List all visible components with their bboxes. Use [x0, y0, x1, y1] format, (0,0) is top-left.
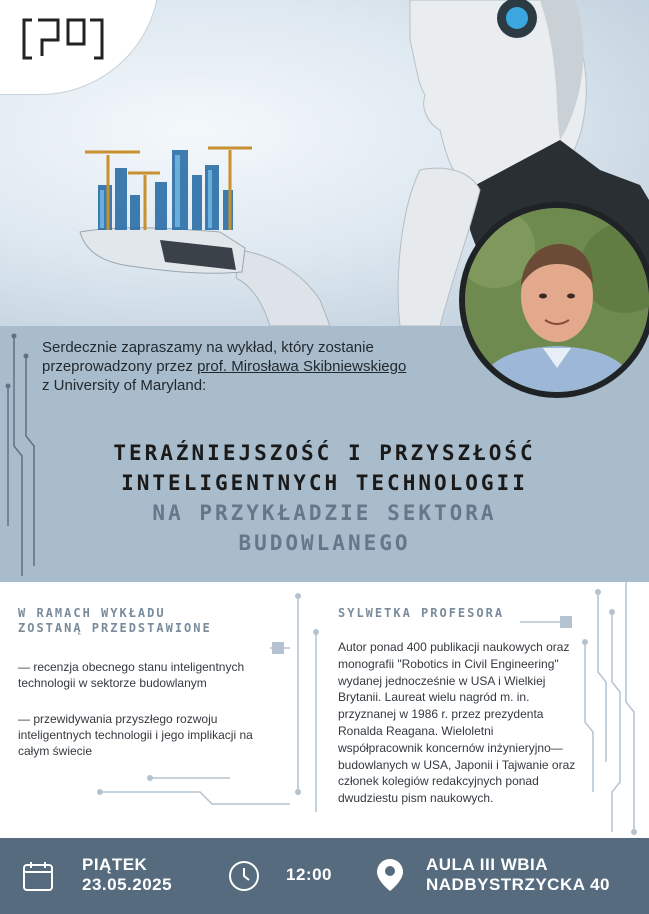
title-line-1: TERAŹNIEJSZOŚĆ I PRZYSZŁOŚĆ: [113, 441, 536, 465]
left-item-2: — przewidywania przyszłego rozwoju inteligentnych technologii i jego implikacji na całym świecie: [18, 712, 253, 758]
professor-bio: Autor ponad 400 publikacji naukowych oraz monografii "Robotics in Civil Engineering" wydanej jednocześnie w USA i Wielkiej Brytanii. Laureat wielu nagród m. in. przyznanej w 1986 r. przez prezydenta Ronalda Reagana. Wieloletni współpracownik koncernów inżynieryjno—budowlanych w USA, Japonii i Tajwanie oraz członek kolegiów redakcyjnych ponad dwudziestu pism naukowych.: [338, 640, 576, 806]
left-item-1: — recenzja obecnego stanu inteligentnych technologii w sektorze budowlanym: [18, 660, 245, 690]
intro-line-2-prefix: przeprowadzony przez: [42, 358, 198, 375]
title-line-2: INTELIGENTNYCH TECHNOLOGII: [121, 471, 528, 495]
intro-line-1: Serdecznie zapraszamy na wykład, który zostanie: [42, 339, 374, 356]
event-date: [82, 855, 172, 895]
university-logo: [20, 16, 106, 62]
event-address: NADBYSTRZYCKA 40: [426, 875, 611, 894]
clock-icon: [228, 860, 260, 892]
invitation-text: [42, 338, 472, 395]
lecture-title: [40, 438, 609, 558]
professor-photo: [465, 208, 649, 392]
professor-portrait: [459, 202, 649, 398]
event-day: PIĄTEK: [82, 855, 148, 874]
intro-line-2: [42, 357, 472, 376]
left-heading: [18, 606, 212, 636]
event-time: 12:00: [286, 865, 332, 884]
event-date-value: 23.05.2025: [82, 875, 173, 894]
intro-line-3: z University of Maryland:: [42, 377, 207, 394]
event-info-footer: [0, 838, 649, 914]
event-location: [426, 855, 610, 895]
left-heading-line-2: ZOSTANĄ PRZEDSTAWIONE: [18, 621, 212, 635]
title-line-4: BUDOWLANEGO: [238, 531, 411, 555]
right-heading: SYLWETKA PROFESORA: [338, 606, 505, 620]
title-line-3: NA PRZYKŁADZIE SEKTORA: [152, 501, 497, 525]
calendar-icon: [22, 860, 54, 892]
event-room: AULA III WBIA: [426, 855, 549, 874]
location-pin-icon: [376, 858, 404, 892]
speaker-name: prof. Mirosława Skibniewskiego: [197, 358, 407, 375]
left-heading-line-1: W RAMACH WYKŁADU: [18, 606, 166, 620]
